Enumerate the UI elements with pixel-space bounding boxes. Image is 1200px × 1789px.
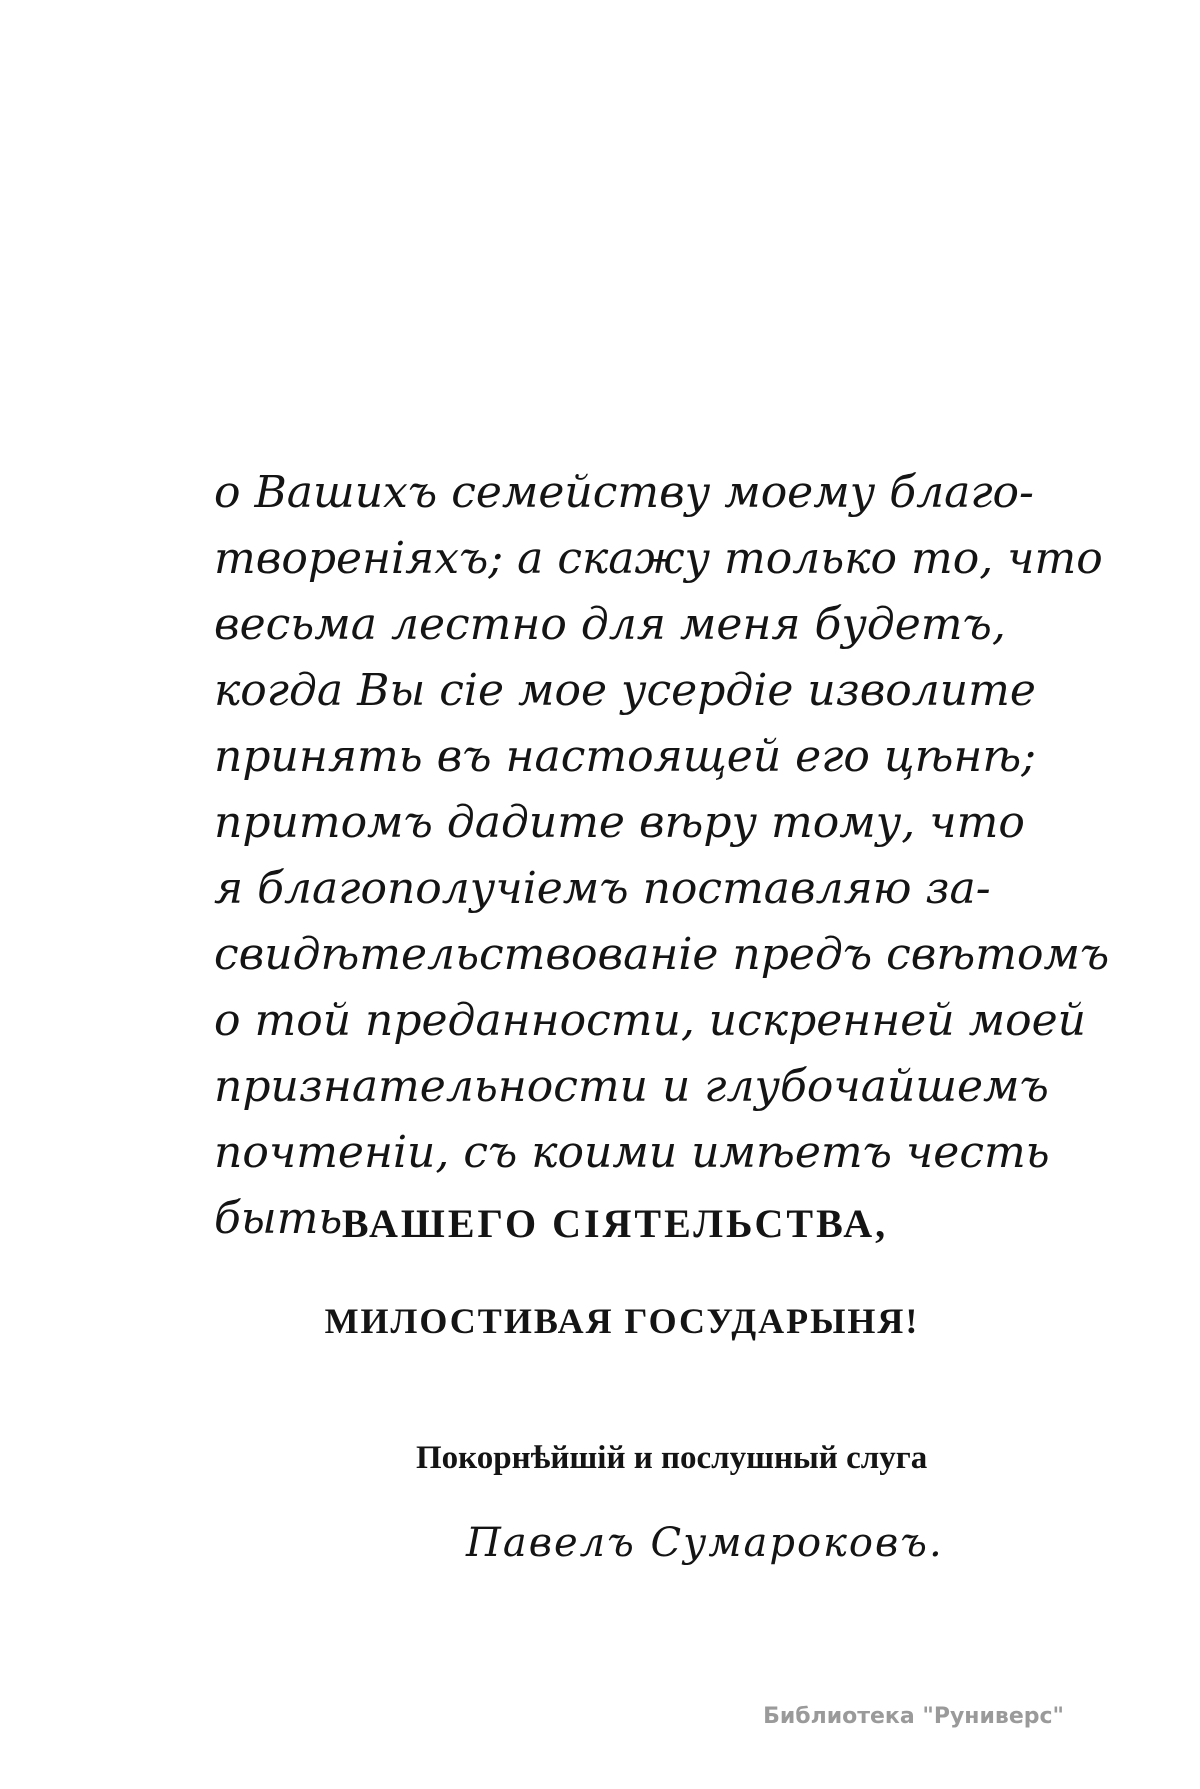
letter-line: быть	[214, 1193, 343, 1244]
letter-line: свидѣтельствованіе предъ свѣтомъ	[214, 929, 1110, 980]
address-title: ВАШЕГО СІЯТЕЛЬСТВА,	[341, 1201, 889, 1246]
closing-phrase: Покорнѣйшій и послушный слуга	[416, 1440, 928, 1476]
letter-line: я благополучіемъ поставляю за-	[214, 863, 991, 914]
address-salutation: МИЛОСТИВАЯ ГОСУДАРЫНЯ!	[324, 1301, 920, 1341]
letter-line: твореніяхъ; а скажу только то, что	[214, 533, 1103, 584]
library-watermark: Библиотека "Руниверс"	[763, 1704, 1064, 1729]
letter-body	[214, 460, 1110, 1252]
letter-line: притомъ дадите вѣру тому, что	[214, 797, 1025, 848]
letter-line: когда Вы сіе мое усердіе изволите	[214, 665, 1036, 716]
letter-line: признательности и глубочайшемъ	[214, 1061, 1049, 1112]
letter-line: о той преданности, искренней моей	[214, 995, 1086, 1046]
signature: Павелъ Сумароковъ.	[466, 1520, 944, 1566]
letter-line: принять въ настоящей его цѣнѣ;	[214, 731, 1037, 782]
letter-line: весьма лестно для меня будетъ,	[214, 599, 1006, 650]
letter-line: о Вашихъ семейству моему благо-	[214, 467, 1034, 518]
letter-line: почтеніи, съ коими имѣетъ честь	[214, 1127, 1050, 1178]
